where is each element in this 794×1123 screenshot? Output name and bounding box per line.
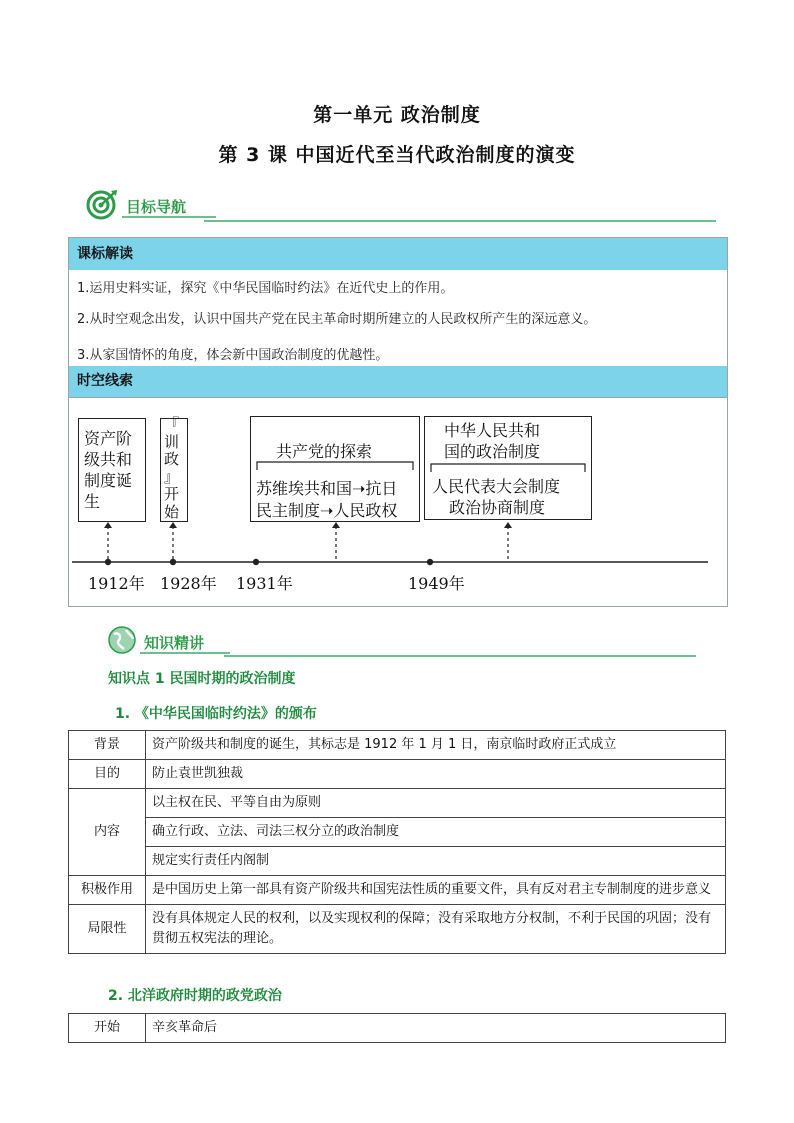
table-row — [69, 847, 726, 876]
table-header-cell: 开始 — [69, 1014, 146, 1043]
divider — [224, 655, 696, 657]
table-row — [69, 1014, 726, 1043]
subsection-title: 2. 北洋政府时期的政党政治 — [108, 988, 282, 1004]
knowledge-section-header — [106, 622, 696, 658]
divider — [69, 397, 727, 398]
curriculum-header: 课标解读 — [69, 238, 727, 270]
year-label: 1931年 — [236, 574, 293, 593]
divider — [122, 216, 216, 218]
knowledge-section-label: 知识精讲 — [144, 634, 205, 652]
table-cell: 是中国历史上第一部具有资产阶级共和国宪法性质的重要文件，具有反对君主专制制度的进步意义 — [146, 876, 726, 905]
beiyang-table — [68, 1013, 726, 1043]
unit-title: 第一单元 政治制度 — [313, 104, 481, 126]
timeline-text: 资产阶 级共和 制度诞 生 — [84, 429, 133, 511]
curriculum-item: 2.从时空观念出发，认识中国共产党在民主革命时期所建立的人民政权所产生的深远意义。 — [77, 312, 597, 327]
timeline-axis — [68, 520, 726, 570]
globe-icon — [106, 624, 140, 656]
year-label: 1949年 — [408, 574, 465, 593]
timeline-text: 人民代表大会制度 政治协商制度 — [432, 477, 561, 517]
arrow-icon: ➝ — [320, 501, 334, 520]
table-header-cell: 局限性 — [69, 905, 146, 954]
curriculum-item: 1.运用史料实证，探究《中华民国临时约法》在近代史上的作用。 — [77, 281, 454, 296]
table-cell: 规定实行责任内阁制 — [146, 847, 726, 876]
table-cell: 确立行政、立法、司法三权分立的政治制度 — [146, 818, 726, 847]
table-row — [69, 760, 726, 789]
timeline-header: 时空线索 — [69, 366, 727, 397]
timeline-box-title: 中华人民共和 国的政治制度 — [444, 421, 541, 461]
divider — [140, 652, 230, 654]
table-header-cell: 背景 — [69, 731, 146, 760]
table-cell: 以主权在民、平等自由为原则 — [146, 789, 726, 818]
table-cell: 防止袁世凯独裁 — [146, 760, 726, 789]
lesson-title: 第 3 课 中国近代至当代政治制度的演变 — [218, 144, 576, 166]
bracket — [254, 458, 416, 472]
timeline-box-title: 共产党的探索 — [276, 442, 373, 461]
bracket — [428, 460, 588, 474]
table-header-cell: 积极作用 — [69, 876, 146, 905]
arrow-icon: ➝ — [352, 479, 366, 498]
subsection-title: 1. 《中华民国临时约法》的颁布 — [115, 706, 317, 722]
table-row — [69, 789, 726, 818]
table-row — [69, 731, 726, 760]
knowledge-point-title: 知识点 1 民国时期的政治制度 — [108, 671, 296, 687]
timeline-text: 苏维埃共和国➝抗日 — [256, 479, 398, 498]
nav-section-header — [86, 186, 726, 222]
constitution-table — [68, 730, 726, 954]
table-header-cell: 目的 — [69, 760, 146, 789]
table-row — [69, 818, 726, 847]
divider — [204, 220, 716, 222]
table-cell: 资产阶级共和制度的诞生，其标志是 1912 年 1 月 1 日，南京临时政府正式成立 — [146, 731, 726, 760]
target-icon — [86, 188, 120, 220]
table-row — [69, 905, 726, 954]
table-row — [69, 876, 726, 905]
table-header-cell: 内容 — [69, 789, 146, 876]
year-label: 1912年 — [88, 574, 145, 593]
curriculum-item: 3.从家国情怀的角度，体会新中国政治制度的优越性。 — [77, 348, 389, 363]
timeline-text: 民主制度➝人民政权 — [256, 501, 398, 520]
table-cell: 没有具体规定人民的权利，以及实现权利的保障；没有采取地方分权制，不利于民国的巩固；没有贯彻五权宪法的理论。 — [146, 905, 726, 954]
timeline-text: 『 训 政 』 开 始 — [164, 415, 180, 521]
table-cell: 辛亥革命后 — [146, 1014, 726, 1043]
nav-section-label: 目标导航 — [126, 198, 187, 216]
year-label: 1928年 — [160, 574, 217, 593]
